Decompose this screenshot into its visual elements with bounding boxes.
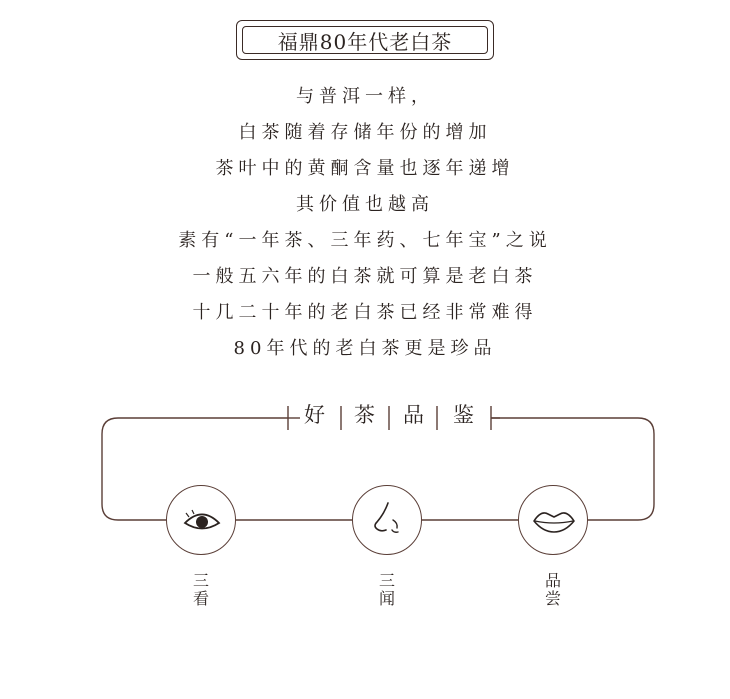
step-label-smell xyxy=(367,572,407,608)
eye-circle xyxy=(166,485,236,555)
step-label-top: 三 xyxy=(378,571,395,590)
eye-icon xyxy=(167,486,237,556)
intro-line: 白茶随着存储年份的增加 xyxy=(238,122,492,143)
step-label-look xyxy=(181,572,221,608)
header-char: 品 xyxy=(403,403,424,427)
header-char: 茶 xyxy=(354,403,375,427)
intro-line: 十几二十年的老白茶已经非常难得 xyxy=(192,302,538,323)
intro-line: 80年代的老白茶更是珍品 xyxy=(233,338,497,359)
nose-icon xyxy=(353,486,423,556)
title-box xyxy=(236,20,494,60)
tea-tasting-diagram xyxy=(0,395,730,625)
step-label-bottom: 尝 xyxy=(544,589,561,608)
intro-line: 与普洱一样， xyxy=(296,86,434,107)
intro-line: 素有“一年茶、三年药、七年宝”之说 xyxy=(178,230,552,251)
nose-circle xyxy=(352,485,422,555)
header-char: 好 xyxy=(304,403,325,427)
page-title: 福鼎80年代老白茶 xyxy=(277,29,453,54)
step-label-top: 三 xyxy=(192,571,209,590)
step-label-top: 品 xyxy=(544,571,561,590)
step-label-bottom: 闻 xyxy=(378,589,395,608)
intro-line: 茶叶中的黄酮含量也逐年递增 xyxy=(215,158,515,179)
title-frame xyxy=(242,26,488,54)
step-label-taste xyxy=(533,572,573,608)
lips-icon xyxy=(519,486,589,556)
intro-text xyxy=(0,79,730,367)
lips-circle xyxy=(518,485,588,555)
step-label-bottom: 看 xyxy=(192,589,209,608)
header-char: 鉴 xyxy=(453,403,474,427)
intro-line: 一般五六年的白茶就可算是老白茶 xyxy=(192,266,538,287)
intro-line: 其价值也越高 xyxy=(296,194,434,215)
